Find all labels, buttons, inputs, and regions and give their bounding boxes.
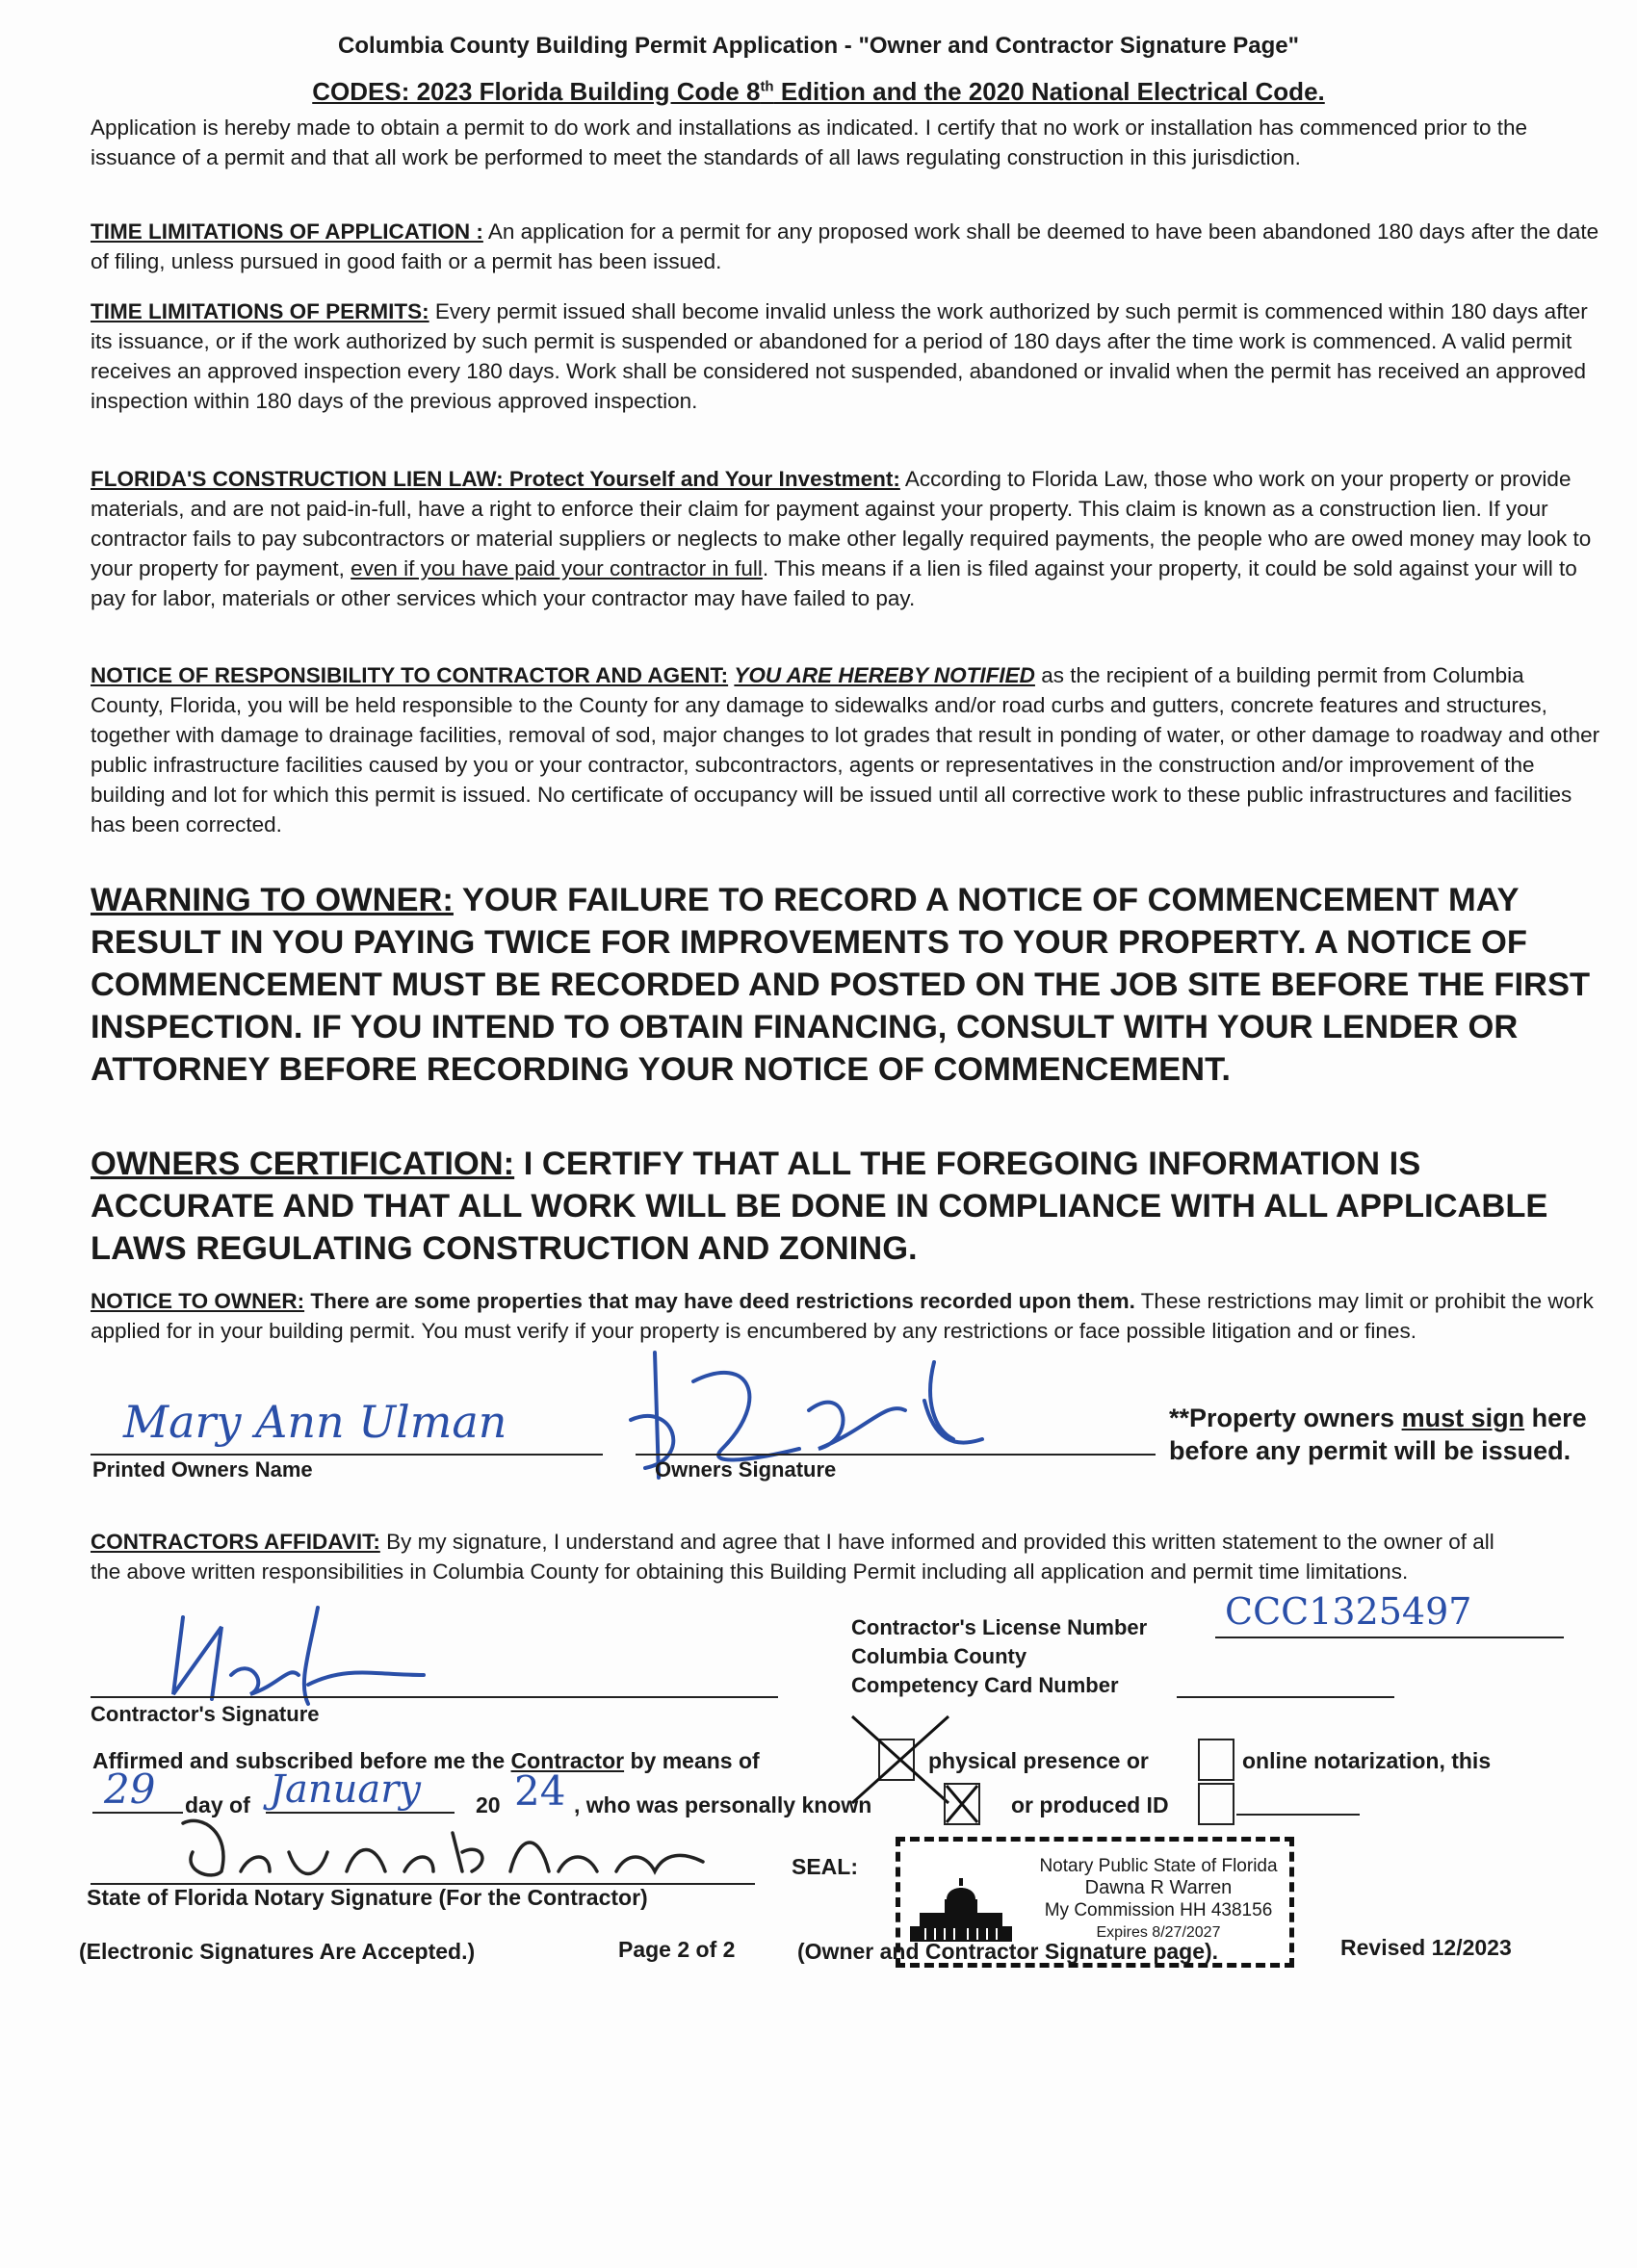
owners-certification	[91, 1143, 1612, 1270]
section-text: An application for a permit for any proposed work shall be deemed to have been abandoned 180 days after the date of filing, unless pursued in good faith or a permit has been issued.	[91, 219, 1599, 273]
stamp-line-2: Dawna R Warren	[1084, 1877, 1233, 1898]
competency-card-line	[1177, 1696, 1394, 1698]
notary-signature-scribble	[173, 1814, 713, 1891]
license-number-line	[1215, 1637, 1564, 1638]
time-limitations-permits	[91, 296, 1602, 416]
affirmed-text-a: Affirmed and subscribed before me the	[92, 1748, 511, 1773]
section-text: Every permit issued shall become invalid unless the work authorized by such permit is commenced within 180 days after its issuance, or if the work authorized by such permit is suspended or abandoned for a period of 180 days after the time work is commenced. A valid permit receives an approved inspection every 180 days. Work shall be considered not suspended, abandoned or invalid when the permit has received an approved inspection within 180 days of the previous approved inspection.	[91, 299, 1588, 413]
section-heading: FLORIDA'S CONSTRUCTION LIEN LAW: Protect Yourself and Your Investment:	[91, 467, 900, 491]
footer-revised: Revised 12/2023	[1340, 1935, 1512, 1960]
section-text: I CERTIFY THAT ALL THE FOREGOING INFORMATION IS ACCURATE AND THAT ALL WORK WILL BE DONE IN COMPLIANCE WITH ALL APPLICABLE LAWS REGULATING CONSTRUCTION AND ZONING.	[91, 1146, 1548, 1267]
notice-to-owner	[91, 1286, 1602, 1346]
produced-id-checkbox[interactable]	[1198, 1783, 1234, 1825]
must-sign-text-a: **Property owners	[1169, 1404, 1402, 1432]
seal-label: SEAL:	[792, 1854, 858, 1879]
section-text-bold: There are some properties that may have deed restrictions recorded upon them.	[304, 1289, 1135, 1313]
printed-owner-name-value: Mary Ann Ulman	[123, 1396, 507, 1448]
stamp-text	[1024, 1855, 1293, 1944]
contractor-signature-line	[91, 1696, 778, 1698]
notary-signature-label: State of Florida Notary Signature (For the Contractor)	[87, 1885, 648, 1910]
affirmed-text	[92, 1748, 760, 1774]
section-text: These restrictions may limit or prohibit the work applied for in your building permit. You must verify if your property is encumbered by any restrictions or face possible litigation and or fines.	[91, 1289, 1594, 1343]
section-text: as the recipient of a building permit from Columbia County, Florida, you will be held responsible to the County for any damage to sidewalks and/or road curbs and gutters, concrete features and structures, together with damage to drainage facilities, removal of sod, major changes to lot grades that result in ponding of water, or other damage to roadway and other public infrastructure facilities caused by you or your contractor, subcontractors, agents or representatives in the construction and/or improvement of the building and lot for which this permit is issued. No certificate of occupancy will be issued until all corrective work to these public infrastructures and facilities has been corrected.	[91, 663, 1600, 837]
section-heading: OWNERS CERTIFICATION:	[91, 1146, 515, 1182]
day-of-label: day of	[185, 1792, 250, 1817]
physical-presence-label: physical presence or	[928, 1748, 1149, 1773]
codes-heading	[0, 77, 1637, 107]
section-text: YOUR FAILURE TO RECORD A NOTICE OF COMMENCEMENT MAY RESULT IN YOU PAYING TWICE FOR IMPROVEMENTS TO YOUR PROPERTY. A NOTICE OF COMMENCEMENT MUST BE RECORDED AND POSTED ON THE JOB SITE BEFORE THE FIRST INSPECTION. IF YOU INTEND TO OBTAIN FINANCING, CONSULT WITH YOUR LENDER OR ATTORNEY BEFORE RECORDING YOUR NOTICE OF COMMENCEMENT.	[91, 882, 1591, 1088]
online-notarization-label: online notarization, this	[1242, 1748, 1492, 1773]
year-value: 24	[514, 1767, 566, 1815]
affirmed-text-b: by means of	[624, 1748, 760, 1773]
time-limitations-application	[91, 217, 1602, 276]
printed-name-label: Printed Owners Name	[92, 1457, 313, 1482]
year-prefix: 20	[476, 1792, 501, 1817]
section-text: According to Florida Law, those who work on your property or provide materials, and are not paid-in-full, have a right to enforce their claim for payment against your property. This claim is known as a construction lien. If your contractor fails to pay subcontractors or material suppliers or neglects to make other legally required payments, the people who are owed money may look to your property for payment,	[91, 467, 1592, 580]
section-text: By my signature, I understand and agree that I have informed and provided this written statement to the owner of all the above written responsibilities in Columbia County for obtaining this Building Permit including all application and permit time limitations.	[91, 1530, 1494, 1584]
contractors-affidavit	[91, 1527, 1496, 1586]
printed-name-line	[91, 1454, 603, 1456]
license-number-value: CCC1325497	[1225, 1590, 1472, 1633]
codes-text-b: Edition and the 2020 National Electrical Code.	[773, 77, 1325, 106]
stamp-line-1: Notary Public State of Florida	[1039, 1856, 1278, 1876]
section-heading: WARNING TO OWNER:	[91, 882, 454, 918]
footer-owner-page: (Owner and Contractor Signature page).	[797, 1939, 1219, 1964]
section-emphasis: YOU ARE HEREBY NOTIFIED	[734, 663, 1035, 687]
must-sign-underlined: must sign	[1401, 1404, 1525, 1432]
produced-id-label: or produced ID	[1011, 1792, 1169, 1817]
footer-page-number: Page 2 of 2	[618, 1937, 736, 1962]
contractor-signature-label: Contractor's Signature	[91, 1702, 320, 1726]
owner-signature-line	[636, 1454, 1156, 1456]
must-sign-text-b: here before any permit will be issued.	[1169, 1404, 1587, 1465]
capitol-building-icon	[908, 1878, 1014, 1946]
contractor-signature-scribble	[144, 1579, 433, 1714]
personally-known-label: , who was personally known	[574, 1792, 872, 1817]
warning-to-owner	[91, 879, 1612, 1091]
section-heading: TIME LIMITATIONS OF APPLICATION :	[91, 219, 483, 244]
section-heading: TIME LIMITATIONS OF PERMITS:	[91, 299, 429, 323]
footer-electronic: (Electronic Signatures Are Accepted.)	[79, 1939, 476, 1964]
notice-of-responsibility	[91, 660, 1602, 839]
must-sign-note	[1169, 1402, 1612, 1467]
stamp-line-4: Expires 8/27/2027	[1096, 1924, 1221, 1941]
stamp-line-3: My Commission HH 438156	[1044, 1900, 1273, 1920]
section-heading: NOTICE TO OWNER:	[91, 1289, 305, 1313]
owner-signature-label: Owners Signature	[655, 1457, 837, 1482]
competency-card-label: Competency Card Number	[851, 1673, 1119, 1697]
section-text-underlined: even if you have paid your contractor in full	[351, 556, 763, 580]
affirmed-contractor: Contractor	[510, 1748, 625, 1773]
codes-sup: th	[760, 78, 774, 95]
online-notarization-checkbox[interactable]	[1198, 1739, 1234, 1781]
license-number-label: Contractor's License Number	[851, 1615, 1148, 1639]
day-line	[92, 1812, 183, 1814]
codes-text-a: CODES: 2023 Florida Building Code 8	[312, 77, 761, 106]
columbia-county-label: Columbia County	[851, 1644, 1027, 1668]
construction-lien-law	[91, 464, 1602, 613]
section-heading: NOTICE OF RESPONSIBILITY TO CONTRACTOR AND AGENT:	[91, 663, 729, 687]
check-x-icon	[944, 1783, 980, 1825]
day-value: 29	[104, 1765, 156, 1813]
month-value: January	[270, 1767, 421, 1812]
section-text: . This means if a lien is filed against your property, it could be sold against your will to pay for labor, materials or other services which your contractor may have failed to pay.	[91, 556, 1577, 610]
intro-paragraph: Application is hereby made to obtain a permit to do work and installations as indicated. I certify that no work or installation has commenced prior to the issuance of a permit and that all work be performed to meet the standards of all laws regulating construction in this jurisdiction.	[91, 116, 1528, 169]
page-title: Columbia County Building Permit Application - "Owner and Contractor Signature Page"	[338, 33, 1299, 59]
produced-id-line	[1236, 1814, 1360, 1816]
section-heading: CONTRACTORS AFFIDAVIT:	[91, 1530, 380, 1554]
